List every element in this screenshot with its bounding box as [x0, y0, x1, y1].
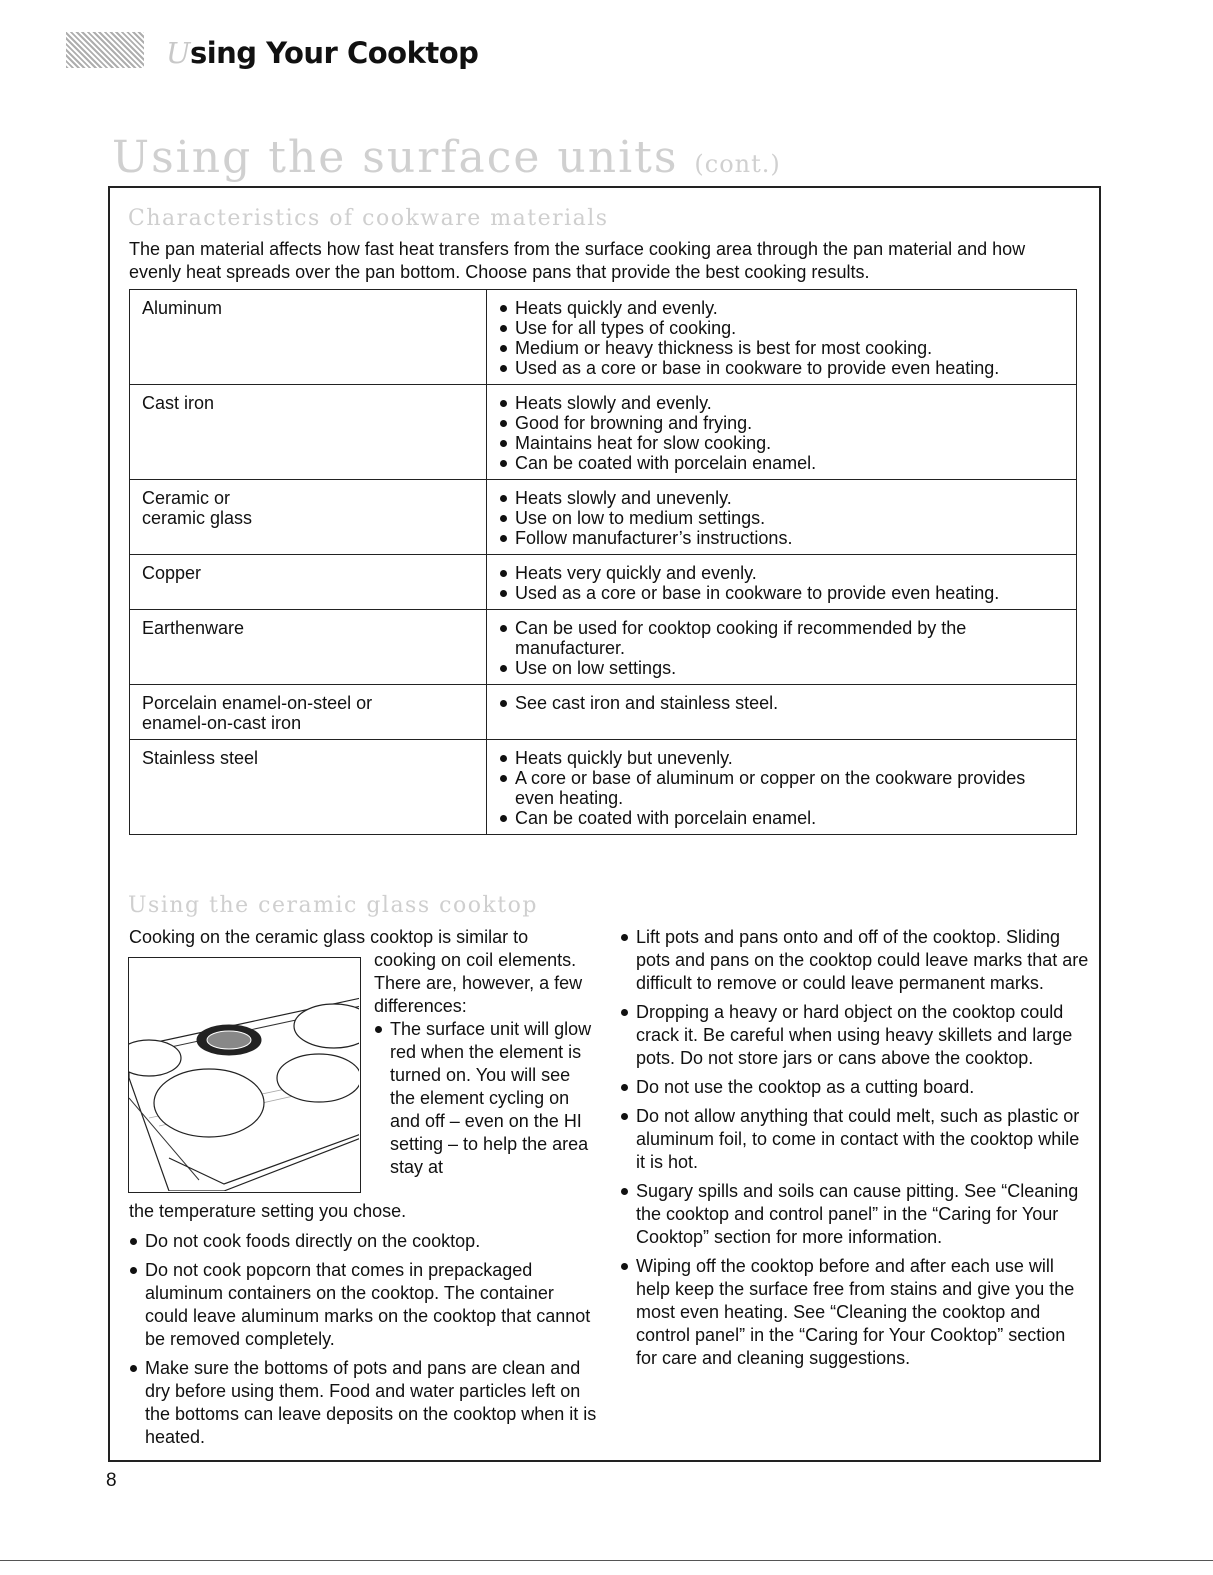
ceramic-glow-bullet-tail: the temperature setting you chose.	[129, 1201, 407, 1221]
tip-bullet: Make sure the bottoms of pots and pans are clean and dry before using them. Food and water particles left on the bottoms can leave deposits on the cooktop when it is heated.	[129, 1357, 601, 1449]
material-row	[130, 480, 1077, 555]
material-property: Can be coated with porcelain enamel.	[499, 453, 1064, 473]
page-header-title	[166, 36, 478, 70]
material-row	[130, 740, 1077, 835]
tip-bullet: Lift pots and pans onto and off of the cooktop. Sliding pots and pans on the cooktop could leave marks that are difficult to remove or could leave permanent marks.	[620, 926, 1090, 995]
ceramic-left-column	[129, 1230, 601, 1455]
tip-bullet: Sugary spills and soils can cause pitting. See “Cleaning the cooktop and control panel” in the “Caring for Your Cooktop” section for more information.	[620, 1180, 1090, 1249]
ceramic-intro: Cooking on the ceramic glass cooktop is similar to	[129, 927, 529, 947]
ceramic-intro-wrap: cooking on coil elements. There are, however, a few differences:	[374, 950, 583, 1016]
bottom-rule	[0, 1560, 1213, 1561]
material-property: Follow manufacturer’s instructions.	[499, 528, 1064, 548]
ceramic-intro-continued	[374, 949, 599, 1179]
material-property: Use on low settings.	[499, 658, 1064, 678]
material-property: A core or base of aluminum or copper on the cookware provides even heating.	[499, 768, 1064, 808]
material-property: Heats quickly and evenly.	[499, 298, 1064, 318]
material-name-cell	[130, 610, 487, 685]
material-property: Maintains heat for slow cooking.	[499, 433, 1064, 453]
material-property: Can be used for cooktop cooking if recommended by the manufacturer.	[499, 618, 1064, 658]
material-property: See cast iron and stainless steel.	[499, 693, 1064, 713]
material-row	[130, 290, 1077, 385]
material-name-cell	[130, 290, 487, 385]
material-property: Used as a core or base in cookware to provide even heating.	[499, 358, 1064, 378]
material-name: Ceramic or	[142, 488, 231, 508]
material-name: Stainless steel	[142, 748, 259, 768]
material-name-cell	[130, 480, 487, 555]
material-properties-cell	[487, 385, 1077, 480]
tip-bullet: Do not cook foods directly on the cooktop.	[129, 1230, 601, 1253]
cooktop-drawing	[129, 958, 359, 1191]
material-name: Copper	[142, 563, 202, 583]
cooktop-illustration	[128, 957, 361, 1193]
header-initial: U	[166, 36, 190, 70]
material-property: Use on low to medium settings.	[499, 508, 1064, 528]
material-property: Good for browning and frying.	[499, 413, 1064, 433]
material-row	[130, 385, 1077, 480]
tip-bullet: Wiping off the cooktop before and after each use will help keep the surface free from stains and give you the most even heating. See “Cleaning the cooktop and control panel” in the “Caring for Your Cooktop” section for care and cleaning suggestions.	[620, 1255, 1090, 1370]
material-properties-cell	[487, 685, 1077, 740]
material-name-cell	[130, 740, 487, 835]
cookware-intro: The pan material affects how fast heat transfers from the surface cooking area through the pan material and how evenly heat spreads over the pan bottom. Choose pans that provide the best cooking results.	[129, 239, 1026, 282]
material-name: Cast iron	[142, 393, 215, 413]
material-row	[130, 685, 1077, 740]
section-title-suffix: (cont.)	[694, 150, 781, 178]
material-properties-cell	[487, 740, 1077, 835]
tip-bullet: Dropping a heavy or hard object on the cooktop could crack it. Be careful when using heavy skillets and large pots. Do not store jars or cans above the cooktop.	[620, 1001, 1090, 1070]
cookware-materials-table	[129, 289, 1077, 835]
material-name: Earthenware	[142, 618, 245, 638]
material-name: enamel-on-cast iron	[142, 713, 302, 733]
page-number: 8	[106, 1470, 117, 1491]
material-property: Heats slowly and unevenly.	[499, 488, 1064, 508]
material-property: Can be coated with porcelain enamel.	[499, 808, 1064, 828]
material-property: Medium or heavy thickness is best for most cooking.	[499, 338, 1064, 358]
material-row	[130, 610, 1077, 685]
ceramic-right-column	[620, 926, 1090, 1376]
material-name-cell	[130, 685, 487, 740]
material-property: Used as a core or base in cookware to provide even heating.	[499, 583, 1064, 603]
header-title-text: sing Your Cooktop	[189, 36, 479, 70]
section-title-text: Using the surface units	[112, 132, 679, 183]
tip-bullet: Do not cook popcorn that comes in prepackaged aluminum containers on the cooktop. The container could leave aluminum marks on the cooktop that cannot be removed completely.	[129, 1259, 601, 1351]
material-properties-cell	[487, 610, 1077, 685]
material-name: ceramic glass	[142, 508, 253, 528]
material-name: Porcelain enamel-on-steel or	[142, 693, 373, 713]
material-properties-cell	[487, 480, 1077, 555]
ceramic-glow-bullet: The surface unit will glow red when the element is turned on. You will see the element cycling on and off – even on the HI setting – to help the area stay at	[374, 1018, 599, 1179]
material-property: Heats slowly and evenly.	[499, 393, 1064, 413]
material-name: Aluminum	[142, 298, 223, 318]
ceramic-heading: Using the ceramic glass cooktop	[128, 893, 538, 918]
section-title	[112, 132, 781, 183]
header-pattern	[66, 32, 144, 68]
material-property: Use for all types of cooking.	[499, 318, 1064, 338]
material-properties-cell	[487, 290, 1077, 385]
material-property: Heats very quickly and evenly.	[499, 563, 1064, 583]
material-property: Heats quickly but unevenly.	[499, 748, 1064, 768]
material-name-cell	[130, 555, 487, 610]
material-row	[130, 555, 1077, 610]
material-properties-cell	[487, 555, 1077, 610]
cookware-heading: Characteristics of cookware materials	[128, 206, 609, 231]
tip-bullet: Do not allow anything that could melt, such as plastic or aluminum foil, to come in contact with the cooktop while it is hot.	[620, 1105, 1090, 1174]
material-name-cell	[130, 385, 487, 480]
tip-bullet: Do not use the cooktop as a cutting board.	[620, 1076, 1090, 1099]
